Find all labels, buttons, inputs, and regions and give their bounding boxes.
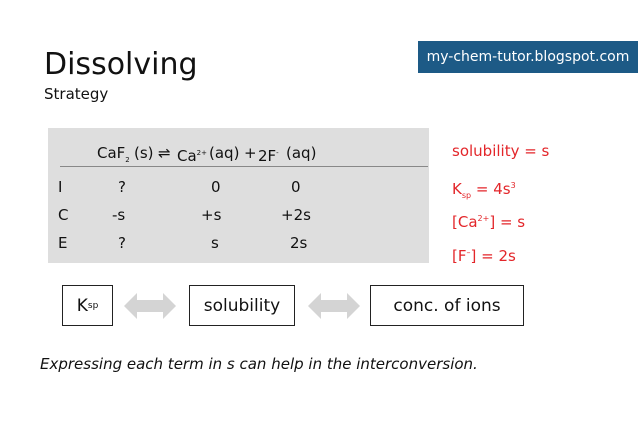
equation-anion-state: (aq) <box>286 144 317 162</box>
ice-cell-solid: ? <box>118 234 126 252</box>
ice-cell-solid: -s <box>112 206 126 224</box>
ice-cell-cation: s <box>211 234 219 252</box>
equation-anion: 2F- <box>258 147 279 165</box>
slide-title: Dissolving <box>44 47 198 82</box>
solubility-box: solubility <box>189 285 295 326</box>
slide-subtitle: Strategy <box>44 85 109 103</box>
brand-banner: my-chem-tutor.blogspot.com <box>418 41 638 73</box>
ion-concentration-box: conc. of ions <box>370 285 524 326</box>
ice-cell-anion: +2s <box>281 206 311 224</box>
equation-plus: + <box>244 144 257 162</box>
calcium-concentration-relation: $[Ca^{2+}] = s$ <box>452 213 526 231</box>
fluoride-concentration-relation: [F–] = 2s <box>452 247 516 265</box>
ksp-box: K sp <box>62 285 113 326</box>
equation-reactant-state: (s) <box>134 144 154 162</box>
ice-cell-solid: ? <box>118 178 126 196</box>
double-arrow-icon <box>124 291 176 321</box>
equation-cation: $Ca^{2+}$ <box>177 147 207 165</box>
ice-cell-anion: 0 <box>291 178 301 196</box>
ice-row-label: E <box>58 234 68 252</box>
ice-cell-cation: +s <box>201 206 222 224</box>
ksp-relation: $K_{sp} = 4s^3$ <box>452 180 516 200</box>
ice-cell-anion: 2s <box>290 234 308 252</box>
ice-cell-cation: 0 <box>211 178 221 196</box>
ice-row-label: I <box>58 178 63 196</box>
equation-divider <box>60 166 428 167</box>
double-arrow-icon <box>308 291 360 321</box>
ice-row-label: C <box>58 206 69 224</box>
equation-reactant: CaF$_2$ <box>97 144 130 164</box>
equilibrium-arrow: ⇌ <box>158 144 171 162</box>
footer-note: Expressing each term in s can help in the interconversion. <box>40 355 478 373</box>
equation-cation-state: (aq) <box>209 144 240 162</box>
solubility-relation: solubility = s <box>452 142 550 160</box>
